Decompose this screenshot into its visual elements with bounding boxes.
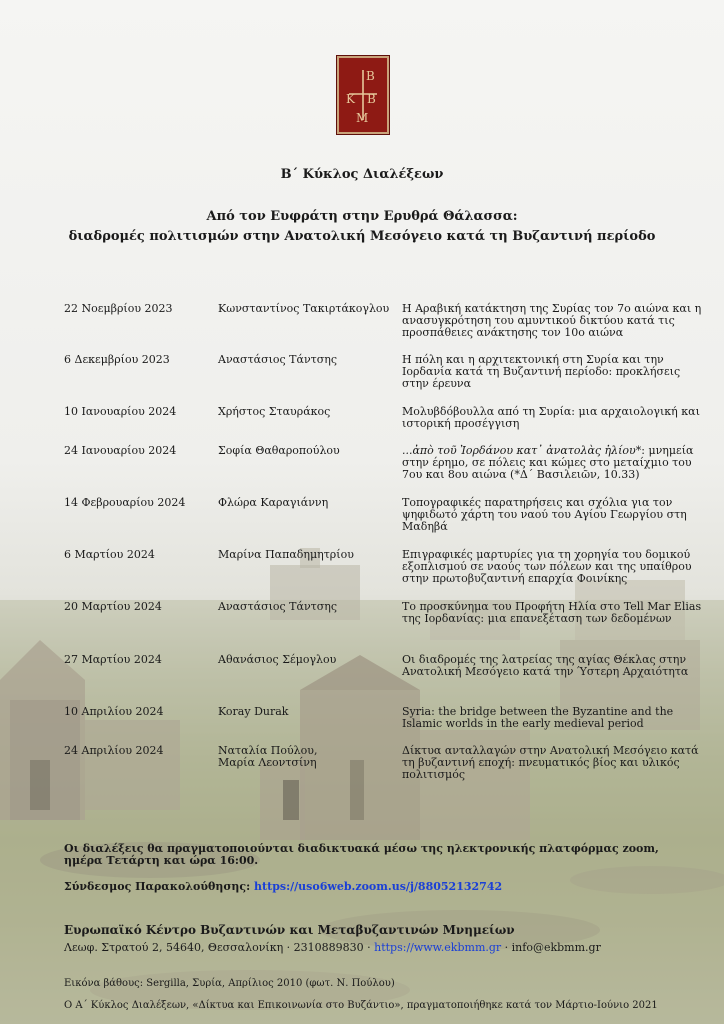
lecture-title: Η Αραβική κατάκτηση της Συρίας τον 7ο αιώνα και η ανασυγκρότηση του αμυντικού δικτύου κατά τις προσπάθειες ανάκτησης τον 10ο αιώνα (402, 302, 702, 339)
address-text: Λεωφ. Στρατού 2, 54640, Θεσσαλονίκη · 2310889830 · (64, 941, 375, 954)
ekbmm-logo (336, 55, 390, 135)
website-link[interactable]: https://www.ekbmm.gr (374, 941, 502, 954)
lecture-title-rest: *: μνημεία στην έρημο, σε πόλεις και κώμες στο μεταίχμιο του 7ου και 8ου αιώνα (*Δ΄ Βασιλειῶν, 10.33) (402, 444, 694, 481)
lecture-date: 10 Απριλίου 2024 (64, 705, 164, 718)
lecture-title-italic: ...ἀπὸ τοῦ Ἰορδάνου κατ᾽ ἀνατολὰς ἡλίου (402, 444, 636, 457)
lecture-date: 14 Φεβρουαρίου 2024 (64, 496, 186, 509)
lecture-speaker: Φλώρα Καραγιάννη (218, 496, 329, 509)
zoom-link[interactable]: https://uso6web.zoom.us/j/88052132742 (254, 880, 503, 893)
lecture-title: Τοπογραφικές παρατηρήσεις και σχόλια για τον ψηφιδωτό χάρτη του ναού του Αγίου Γεωργίου στη Μαδηβά (402, 496, 687, 533)
lecture-title: Syria: the bridge between the Byzantine and the Islamic worlds in the early medieval period (402, 705, 674, 730)
lecture-title: Δίκτυα ανταλλαγών στην Ανατολική Μεσόγειο κατά τη βυζαντινή εποχή: πνευματικός βίος και υλικός πολιτισμός (402, 744, 699, 781)
main-title-line2: διαδρομές πολιτισμών στην Ανατολική Μεσόγειο κατά τη Βυζαντινή περίοδο (68, 229, 656, 244)
lecture-speaker: Αθανάσιος Σέμογλου (218, 653, 337, 666)
lecture-date: 6 Μαρτίου 2024 (64, 548, 155, 561)
logo-letter-right: Β (367, 92, 376, 106)
lecture-speaker: Μαρίνα Παπαδημητρίου (218, 548, 354, 561)
lecture-date: 10 Ιανουαρίου 2024 (64, 405, 177, 418)
attendance-link-label: Σύνδεσμος Παρακολούθησης: (64, 880, 255, 893)
lecture-speaker (218, 745, 400, 769)
lecture-title: Οι διαδρομές της λατρείας της αγίας Θέκλας στην Ανατολική Μεσόγειο κατά την Ύστερη Αρχαιότητα (402, 653, 689, 678)
main-title-line1: Από τον Ευφράτη στην Ερυθρά Θάλασσα: (206, 209, 518, 224)
lecture-speaker: Αναστάσιος Τάντσης (218, 600, 337, 613)
series-title: Β΄ Κύκλος Διαλέξεων (280, 167, 444, 182)
lecture-speaker: Αναστάσιος Τάντσης (218, 353, 337, 366)
online-info: Οι διαλέξεις θα πραγματοποιούνται διαδικτυακά μέσω της ηλεκτρονικής πλατφόρμας zoom, ημέρα Τετάρτη και ώρα 16:00. (64, 842, 659, 867)
lecture-date: 24 Απριλίου 2024 (64, 744, 164, 757)
lecture-speaker: Κωνσταντίνος Τακιρτάκογλου (218, 302, 390, 315)
organization-name: Ευρωπαϊκό Κέντρο Βυζαντινών και Μεταβυζαντινών Μνημείων (64, 923, 515, 937)
email-text: · info@ekbmm.gr (501, 941, 601, 954)
image-credit: Εικόνα βάθους: Sergilla, Συρία, Απρίλιος 2010 (φωτ. Ν. Πούλου) (64, 978, 395, 989)
lecture-title: Επιγραφικές μαρτυρίες για τη χορηγία του δομικού εξοπλισμού σε ναούς των πόλεων και της υπαίθρου στην πρωτοβυζαντινή επαρχία Φοινίκης (402, 548, 692, 585)
lecture-title: Το προσκύνημα του Προφήτη Ηλία στο Tell Mar Elias της Ιορδανίας: μια επανεξέταση των δεδομένων (402, 600, 702, 625)
lecture-speaker-1: Ναταλία Πούλου, (218, 744, 318, 757)
lecture-date: 22 Νοεμβρίου 2023 (64, 302, 173, 315)
lecture-date: 20 Μαρτίου 2024 (64, 600, 162, 613)
logo-letter-bottom: Μ (356, 111, 369, 125)
lecture-date: 24 Ιανουαρίου 2024 (64, 444, 177, 457)
lecture-title: Η πόλη και η αρχιτεκτονική στη Συρία και την Ιορδανία κατά τη Βυζαντινή περίοδο: προκλήσεις στην έρευνα (402, 353, 681, 390)
lecture-speaker-2: Μαρία Λεοντσίνη (218, 756, 317, 769)
organization-contact (64, 941, 601, 954)
attendance-link-line (64, 880, 502, 893)
lecture-speaker: Koray Durak (218, 705, 289, 718)
lecture-speaker: Σοφία Θαθαροπούλου (218, 444, 340, 457)
lecture-title: Μολυβδόβουλλα από τη Συρία: μια αρχαιολογική και ιστορική προσέγγιση (402, 405, 700, 430)
main-title (0, 207, 724, 247)
lecture-title (402, 445, 702, 481)
logo-letter-top: Β (366, 69, 375, 83)
lecture-speaker: Χρήστος Σταυράκος (218, 405, 331, 418)
lecture-date: 6 Δεκεμβρίου 2023 (64, 353, 170, 366)
previous-series-note: Ο Α΄ Κύκλος Διαλέξεων, «Δίκτυα και Επικοινωνία στο Βυζάντιο», πραγματοποιήθηκε κατά τον Μάρτιο-Ιούνιο 2021 (64, 1000, 658, 1011)
lecture-date: 27 Μαρτίου 2024 (64, 653, 162, 666)
logo-letter-left: Κ (346, 92, 355, 106)
